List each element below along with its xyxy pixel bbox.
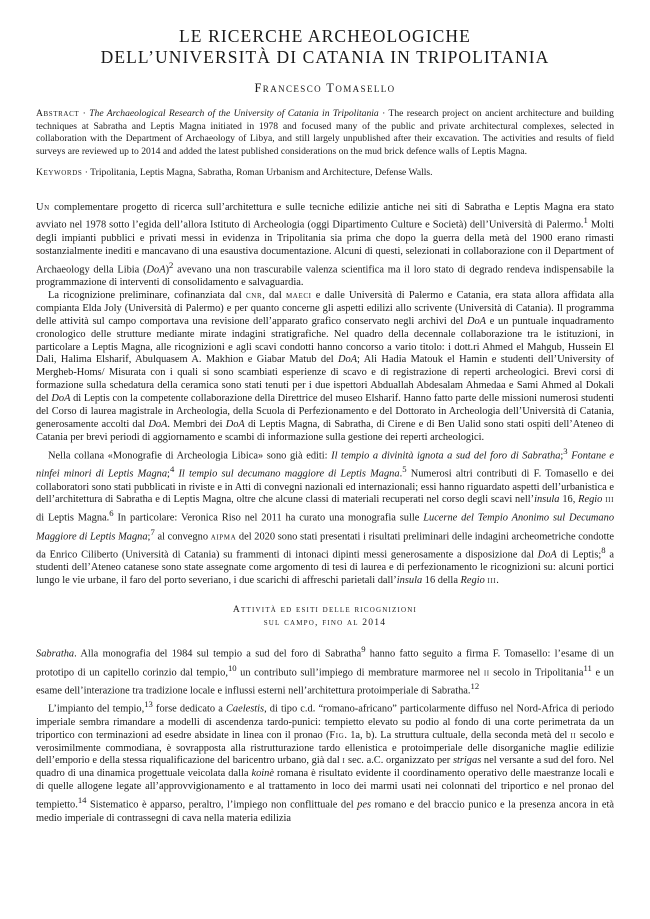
footnote-ref: 4 — [169, 464, 175, 475]
keywords — [36, 167, 614, 180]
footnote-ref: 14 — [77, 795, 87, 806]
footnote-ref: 1 — [583, 215, 588, 226]
abstract: Abstract · The Archaeological Research of the University of Catania in Tripolitania · The research project on ancient architecture and building techniques at Sabratha and Leptis Magna initiated in 1978 and focused many of the public and private architectural complexes, selected in collaboration with the Department of Archaeology of Libya, and still largely unpublished after their excavation. The activities and results of field surveys are reviewed up to 2014 and added the latest published considerations on the mud brick defence walls of Leptis Magna. — [36, 108, 614, 157]
keywords-label: Keywords — [36, 167, 83, 178]
footnote-ref: 12 — [470, 681, 480, 691]
section-heading-line-1: Attività ed esiti delle ricognizioni — [232, 604, 418, 616]
footnote-ref: 10 — [227, 662, 237, 673]
paper-title — [36, 26, 614, 68]
footnote-ref: 6 — [109, 508, 114, 519]
section-heading — [36, 604, 614, 629]
footnote-ref: 8 — [601, 545, 606, 556]
title-line-1: LE RICERCHE ARCHEOLOGICHE — [179, 26, 471, 46]
footnote-ref: 7 — [150, 526, 155, 537]
footnote-ref: 11 — [583, 662, 592, 673]
footnote-ref: 9 — [361, 644, 366, 655]
title-line-2: DELL’UNIVERSITÀ DI CATANIA IN TRIPOLITANIA — [100, 47, 550, 67]
section-heading-line-2: sul campo, fino al 2014 — [263, 616, 387, 628]
footnote-ref: 5 — [402, 464, 407, 475]
abstract-label: Abstract — [36, 108, 80, 119]
paragraph-3: Nella collana «Monografie di Archeologia Libica» sono già editi: Il tempio a divinità ignota a sud del foro di Sabratha;$^3$ Fontane e ninfei minori di Leptis Magna;$^4$ Il tempio sul decumano maggiore di Leptis Magna.$^5$ Numerosi altri contributi di F. Tomasello e dei collaboratori sono stati pubblicati in riviste e in Atti di convegni nazionali ed internazionali; essi hanno riguardato aspetti dell’urbanistica e dell’architettura di Sabratha e di Leptis Magna, oltre che alcune classi di materiali recuperati nel corso degli scavi nell’insula 16, Regio iii di Leptis Magna.$^6$ In particolare: Veronica Riso nel 2011 ha curato una monografia sulle Lucerne del Tempio Anonimo sul Decumano Maggiore di Leptis Magna;$^7$ al convegno aipma del 2020 sono stati presentati i risultati preliminari delle indagini archeometriche condotte da Enrico Ciliberto (Università di Catania) su frammenti di intonaci dipinti messi generosamente a disposizione dal DoA di Leptis;$^8$ a studenti dell’Ateneo catanese sono state assegnate come argomento di tesi di laurea e di perfezionamento le ricognizioni su: alcuni portici lungo le vie urbane, il faro del porto severiano, i due scarichi di affreschi parietali dall’insula 16 della Regio iii. — [36, 445, 615, 587]
keywords-text: · Tripolitania, Leptis Magna, Sabratha, Roman Urbanism and Architecture, Defense Walls. — [82, 167, 433, 178]
footnote-ref: 3 — [563, 445, 568, 456]
footnote-ref: 2 — [169, 259, 174, 270]
paragraph-4: Sabratha. Alla monografia del 1984 sul tempio a sud del foro di Sabratha$^9$ hanno fatto seguito a firma F. Tomasello: l’esame di un prototipo di un capitello corinzio dal tempio,$^{10}$ un contributo sull’impiego di membrature marmoree nel ii secolo in Tripolitania$^{11}$ e un esame dell’interazione tra tradizione locale e influssi esterni nell’architettura protoimperiale di Sabratha.$^{12}$ — [36, 644, 615, 697]
paragraph-1: Un complementare progetto di ricerca sull’architettura e sulle tecniche edilizie antiche nei siti di Sabratha e Leptis Magna era stato avviato nel 1978 sotto l’egida dell’allora Istituto di Archeologia (oggi Dipartimento Culture e Società) dell’Università di Palermo.$^1$ Molti degli impianti pubblici e privati messi in evidenza in Tripolitania sia prima che dopo la guerra della metà del 1900 erano rimasti sostanzialmente inediti e mancavano di una esaustiva documentazione. Alcuni di questi, selezionati in collaborazione con il Department of Archaeology della Libia (DoA)$^2$ avevano una non trascurabile valenza scientifica ma il loro stato di degrado rendeva indispensabile la programmazione di interventi di consolidamento e salvaguardia. — [36, 201, 614, 288]
abstract-text: · The research project on ancient architecture and building techniques at Sabratha and Leptis Magna initiated in 1978 and focused many of the public and private architectural complexes, selected in collaboration with the Department of Archaeology of Libya, and still largely unpublished after their excavation. The activities and results of field surveys are reviewed up to 2014 and added the latest published considerations on the mud brick defence walls of Leptis Magna. — [36, 108, 614, 157]
figure-reference[interactable]: Fig — [329, 729, 345, 741]
paragraph-2: La ricognizione preliminare, cofinanziata dal cnr, dal maeci e dalle Università di Palermo e Catania, era stata allora affidata alla compianta Elda Joly (Università di Palermo) e per quanto concerne gli aspetti edilizi allo scrivente (Università di Catania). Il programma delle attività sul campo comportava una revisione dell’apparato grafico conservato negli archivi del DoA e un puntuale inquadramento cronologico delle strutture mediante mirate indagini stratigrafiche. Nel quadro della decennale collaborazione tra le istituzioni, in particolare a Leptis Magna, alle ricognizioni e agli scavi condotti hanno concorso a vario titolo: i dott.ri Ahmed el Mahgub, Hussein El Dali, Halima Elsharif, Abulquasem A. Makhion e Giabar Matub del DoA; Ali Hadia Matouk el Hamin e studenti dell’University of Mergheb-Homs/ Misurata con i quali si sono scambiati esperienze di scavo e di registrazione di reperti archeologici. Brevi corsi di formazione sulla schedatura della ceramica sono stati tenuti per i due ispettori Abduallah Abdesalam Ahmedaa e Sami Ahmed al Dokali del DoA di Leptis con la competente collaborazione della Direttrice del museo Elsharif. Hanno fatto parte delle missioni numerosi studenti del Corso di laurea magistrale in Archeologia, della Scuola di Perfezionamento e del Dottorato in Archeologia dell’Università di Catania, generosamente accolti dal DoA. Membri dei DoA di Leptis Magna, di Sabratha, di Cirene e di Ben Ualid sono stati ospiti dell’Ateneo di Catania per brevi periodi di aggiornamento e scambi di informazione sulla gestione dei reperti archeologici. — [36, 289, 615, 443]
author-name: Francesco Tomasello — [254, 81, 396, 95]
footnote-ref: 13 — [144, 699, 153, 710]
main-text — [36, 202, 614, 826]
paragraph-5: L’impianto del tempio,$^{13}$ forse dedicato a Caelestis, di tipo c.d. “romano-africano” particolarmente diffuso nel Nord-Africa di periodo imperiale sembra rimandare a modelli di ascendenza tardo-punici: tempietto elevato su podio al fondo di una corte perimetrata da un triportico con terminazioni ad esedre absidate in linea con il pronao (Fig. 1a, b). La struttura cultuale, della seconda metà del ii secolo e verosimilmente commodiana, è sovrapposta alla ristrutturazione tardo ellenistica e protoimperiale delle disorganiche maglie edilizie dell’emporio e della stessa riqualificazione del baricentro urbano, già dal i sec. a.C. organizzato per strigas nel versante a sud del foro. Nel quadro di una dinamica progettuale veicolata dalla koinè romana è risultato evidente il coordinamento operativo delle maestranze locali e di quelle allogene legate all’approvvigionamento e al trattamento in loco dei marmi usati nei colonnati del triportico e nel pronao del tempietto.$^{14}$ Sistematico è apparso, peraltro, l’impiego non conflittuale del pes romano e del braccio punico e la presenza ancora in età medio imperiale di contrassegni di cava nella materia edilizia — [36, 699, 614, 824]
abstract-english-title: The Archaeological Research of the University of Catania in Tripolitania — [89, 108, 379, 119]
